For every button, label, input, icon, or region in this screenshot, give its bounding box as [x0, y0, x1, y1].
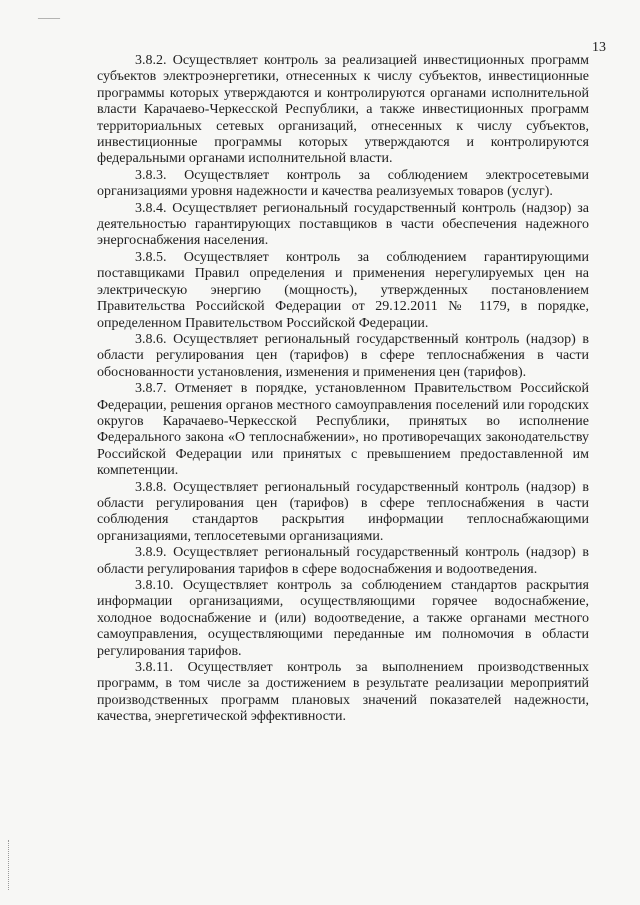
- paragraph-3-8-2: 3.8.2. Осуществляет контроль за реализацией инвестиционных программ субъектов электроэнергетики, отнесенных к числу субъектов, инвестиционные программы которых утверждаются и контролируются органами исполнительной власти Карачаево-Черкесской Республики, а также инвестиционных программ территориальных сетевых организаций, отнесенных к числу субъектов, инвестиционные программы которых утверждаются и контролируются федеральными органами исполнительной власти.: [97, 53, 589, 167]
- paragraph-3-8-4: 3.8.4. Осуществляет региональный государственный контроль (надзор) за деятельностью гарантирующих поставщиков в части обеспечения надежного энергоснабжения населения.: [97, 200, 589, 249]
- paragraph-3-8-6: 3.8.6. Осуществляет региональный государственный контроль (надзор) в области регулирования цен (тарифов) в сфере теплоснабжения в части обоснованности установления, изменения и применения цен (тарифов).: [97, 331, 589, 380]
- paragraph-3-8-10: 3.8.10. Осуществляет контроль за соблюдением стандартов раскрытия информации организациями, осуществляющими горячее водоснабжение, холодное водоснабжение и (или) водоотведение, а также органами местного самоуправления, осуществляющими переданные им полномочия в области регулирования тарифов.: [97, 578, 589, 659]
- paragraph-3-8-8: 3.8.8. Осуществляет региональный государственный контроль (надзор) в области регулирования цен (тарифов) в сфере теплоснабжения в части соблюдения стандартов раскрытия информации теплоснабжающими организациями, теплосетевыми организациями.: [97, 479, 589, 544]
- paragraph-3-8-5: 3.8.5. Осуществляет контроль за соблюдением гарантирующими поставщиками Правил определения и применения нерегулируемых цен на электрическую энергию (мощность), утвержденных постановлением Правительства Российской Федерации от 29.12.2011 № 1179, в порядке, определенном Правительством Российской Федерации.: [97, 249, 589, 331]
- paragraph-3-8-7: 3.8.7. Отменяет в порядке, установленном Правительством Российской Федерации, решения органов местного самоуправления поселений или городских округов Карачаево-Черкесской Республики, принятых во исполнение Федерального закона «О теплоснабжении», но противоречащих законодательству Российской Федерации или принятых с превышением предоставленной им компетенции.: [97, 381, 589, 479]
- document-body: [97, 53, 589, 726]
- paragraph-3-8-9: 3.8.9. Осуществляет региональный государственный контроль (надзор) в области регулирования тарифов в сфере водоснабжения и водоотведения.: [97, 545, 589, 577]
- page-number: 13: [592, 40, 606, 55]
- scan-mark: ——: [38, 12, 60, 24]
- paragraph-3-8-3: 3.8.3. Осуществляет контроль за соблюдением электросетевыми организациями уровня надежности и качества реализуемых товаров (услуг).: [97, 167, 589, 200]
- paragraph-3-8-11: 3.8.11. Осуществляет контроль за выполнением производственных программ, в том числе за достижением в результате реализации мероприятий производственных программ плановых значений показателей надежности, качества, энергетической эффективности.: [97, 660, 589, 725]
- scan-edge-mark: [8, 840, 11, 890]
